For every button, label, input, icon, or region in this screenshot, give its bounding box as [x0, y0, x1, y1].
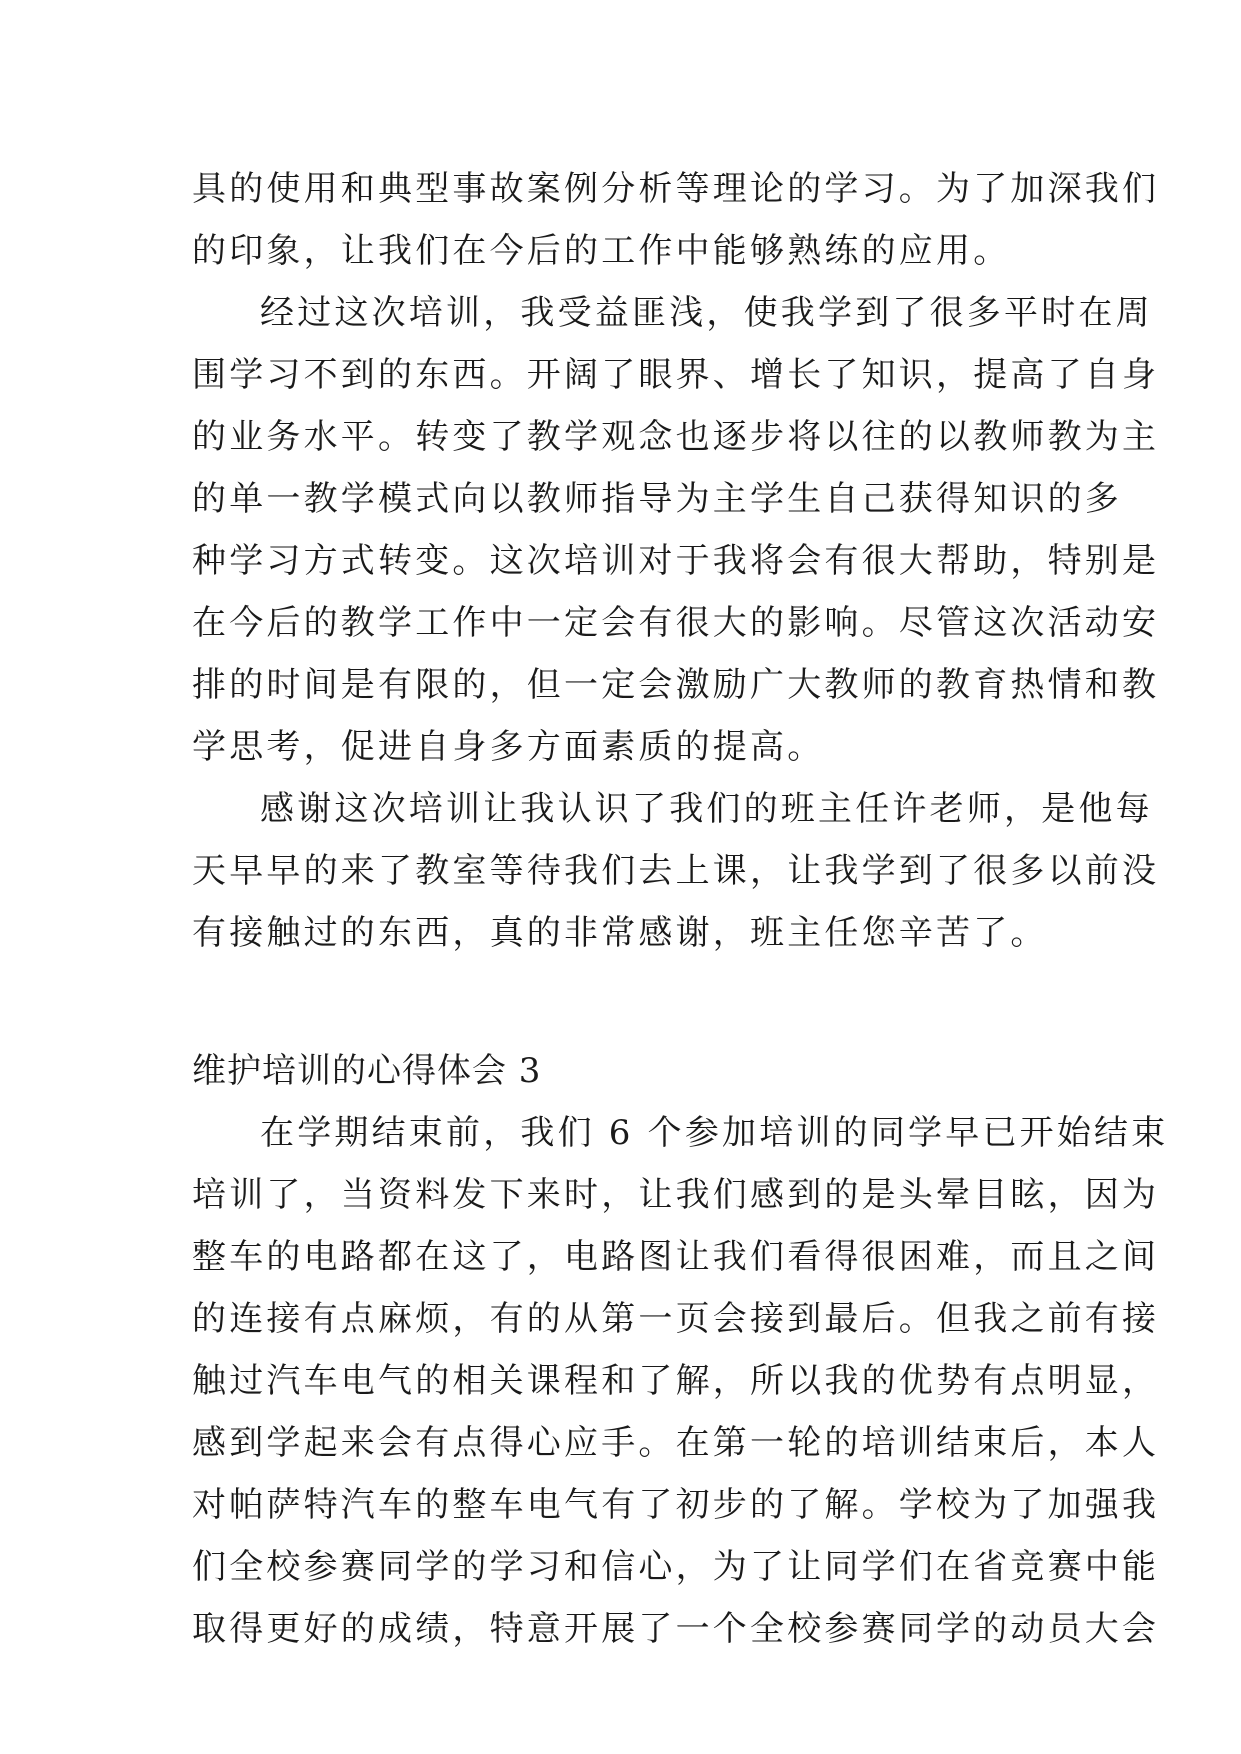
text-line: 在学期结束前，我们 6 个参加培训的同学早已开始结束	[260, 1113, 1169, 1153]
paragraph-3	[192, 778, 1160, 964]
text-line: 天早早的来了教室等待我们去上课，让我学到了很多以前没	[192, 851, 1160, 891]
paragraph-1	[192, 158, 1160, 282]
text-line: 感到学起来会有点得心应手。在第一轮的培训结束后，本人	[192, 1423, 1160, 1463]
text-line: 种学习方式转变。这次培训对于我将会有很大帮助，特别是	[192, 541, 1160, 581]
section-title: 维护培训的心得体会 3	[192, 1051, 542, 1091]
text-line: 的单一教学模式向以教师指导为主学生自己获得知识的多	[192, 479, 1122, 519]
text-line: 经过这次培训，我受益匪浅，使我学到了很多平时在周	[260, 293, 1153, 333]
text-line: 们全校参赛同学的学习和信心，为了让同学们在省竞赛中能	[192, 1547, 1160, 1587]
paragraph-2	[192, 282, 1160, 778]
text-line: 的业务水平。转变了教学观念也逐步将以往的以教师教为主	[192, 417, 1160, 457]
text-line: 有接触过的东西，真的非常感谢，班主任您辛苦了。	[192, 913, 1048, 953]
text-line: 对帕萨特汽车的整车电气有了初步的了解。学校为了加强我	[192, 1485, 1160, 1525]
text-line: 感谢这次培训让我认识了我们的班主任许老师，是他每	[260, 789, 1153, 829]
text-line: 触过汽车电气的相关课程和了解，所以我的优势有点明显，	[192, 1361, 1160, 1401]
text-line: 的连接有点麻烦，有的从第一页会接到最后。但我之前有接	[192, 1299, 1160, 1339]
text-line: 排的时间是有限的，但一定会激励广大教师的教育热情和教	[192, 665, 1160, 705]
text-line: 培训了，当资料发下来时，让我们感到的是头晕目眩，因为	[192, 1175, 1160, 1215]
text-line: 的印象，让我们在今后的工作中能够熟练的应用。	[192, 231, 1011, 271]
text-line: 整车的电路都在这了，电路图让我们看得很困难，而且之间	[192, 1237, 1160, 1277]
text-line: 取得更好的成绩，特意开展了一个全校参赛同学的动员大会	[192, 1609, 1160, 1649]
document-body	[192, 158, 1169, 1660]
paragraph-4	[192, 1102, 1169, 1660]
text-line: 具的使用和典型事故案例分析等理论的学习。为了加深我们	[192, 169, 1160, 209]
text-line: 学思考，促进自身多方面素质的提高。	[192, 727, 825, 767]
section-gap	[192, 964, 1052, 1040]
text-line: 围学习不到的东西。开阔了眼界、增长了知识，提高了自身	[192, 355, 1160, 395]
text-line: 在今后的教学工作中一定会有很大的影响。尽管这次活动安	[192, 603, 1160, 643]
